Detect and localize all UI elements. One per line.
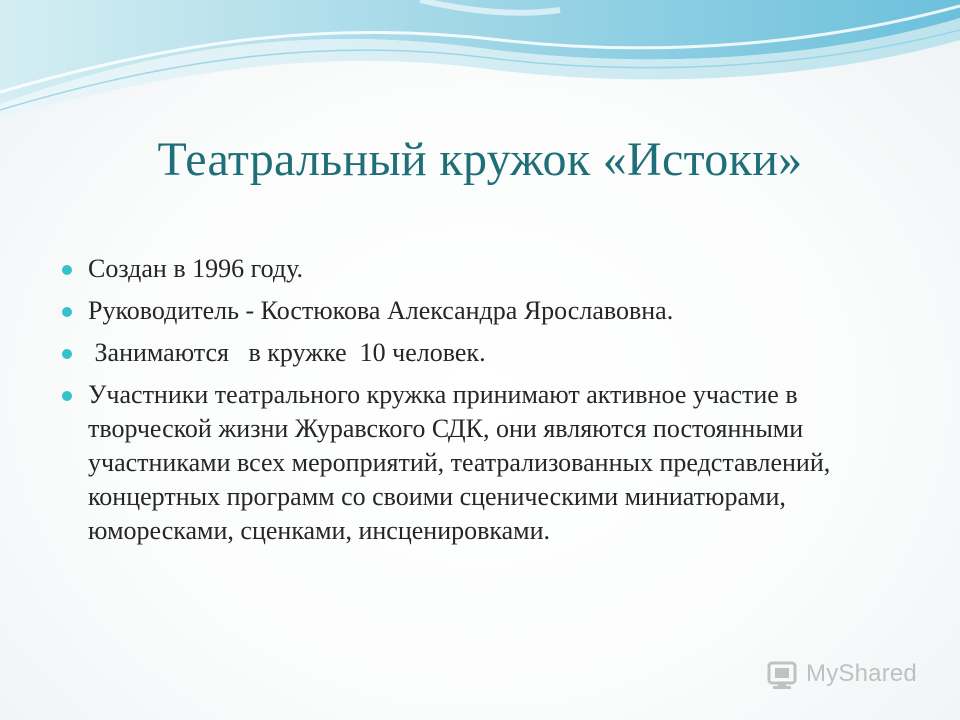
- bullet-dot-icon: [62, 265, 72, 275]
- bullet-item: [62, 294, 912, 328]
- bullet-dot-icon: [62, 391, 72, 401]
- myshared-logo-icon: [766, 657, 800, 691]
- bullet-dot-icon: [62, 349, 72, 359]
- bullet-text: Создан в 1996 году.: [88, 254, 303, 283]
- slide-title: Театральный кружок «Истоки»: [157, 133, 803, 186]
- bullet-text: Участники театрального кружка принимают активное участие в творческой жизни Журавского СДК, они являются постоянными участниками всех мероприятий, театрализованных представлений, концертных программ со своими сценическими миниатюрами, юморесками, сценками, инсценировками.: [88, 380, 837, 545]
- bullet-text: Руководитель - Костюкова Александра Ярославовна.: [88, 296, 674, 325]
- myshared-watermark[interactable]: [766, 657, 917, 691]
- bullet-item: [62, 336, 912, 370]
- watermark-text: MyShared: [806, 660, 917, 687]
- bullet-dot-icon: [62, 307, 72, 317]
- bullet-item: [62, 252, 912, 286]
- bullet-text: Занимаются в кружке 10 человек.: [88, 338, 486, 367]
- bullet-list: [62, 252, 912, 556]
- bullet-item: [62, 378, 912, 548]
- header-wave-decoration: [0, 0, 960, 130]
